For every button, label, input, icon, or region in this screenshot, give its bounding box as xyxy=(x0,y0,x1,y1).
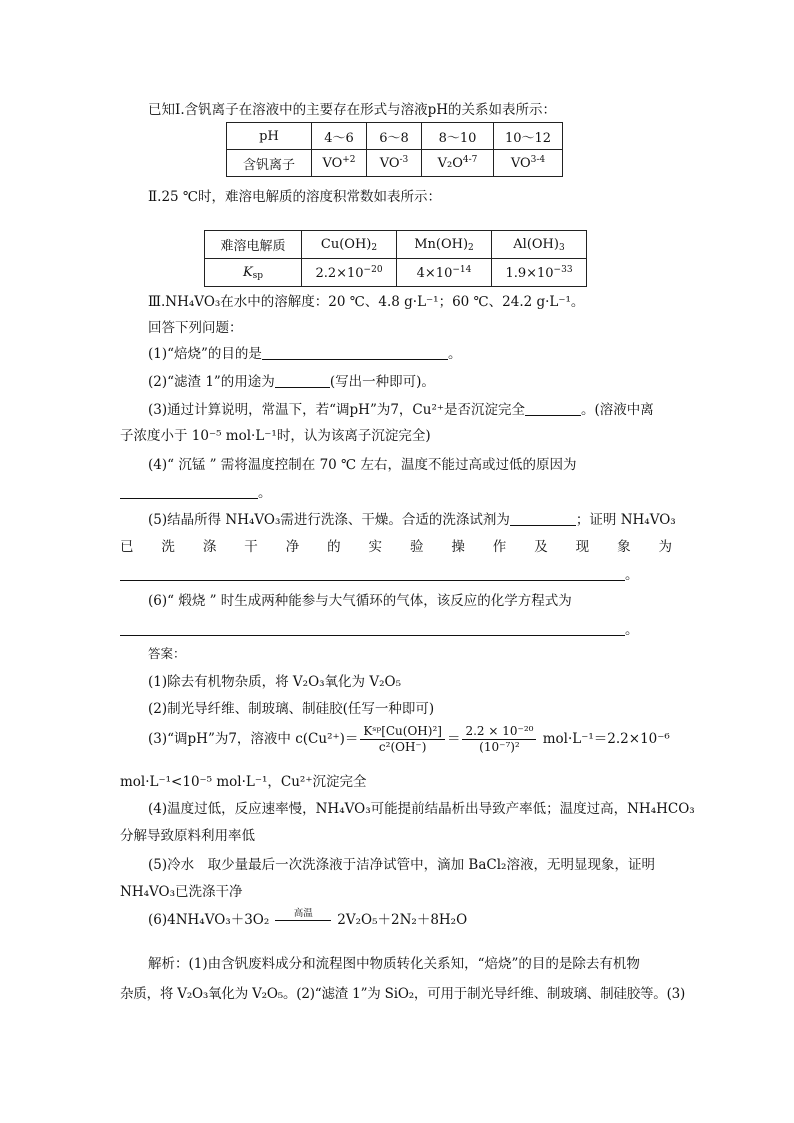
known-i-text: 已知Ⅰ.含钒离子在溶液中的主要存在形式与溶液pH的关系如表所示： xyxy=(148,102,557,118)
answer-3-line-2: mol·L⁻¹<10⁻⁵ mol·L⁻¹，Cu²⁺沉淀完全 xyxy=(120,774,367,790)
table-cell xyxy=(205,259,302,287)
ion-formula: VO xyxy=(379,156,400,171)
spread-char: 已 xyxy=(120,539,134,555)
value-fraction xyxy=(462,724,536,755)
table-cell xyxy=(397,259,492,287)
table-cell xyxy=(422,150,494,177)
ion-charge: 3-4 xyxy=(530,155,546,165)
question-3-line-1 xyxy=(148,398,654,418)
spread-char: 象 xyxy=(617,539,631,555)
ksp-value: 2.2×10 xyxy=(315,265,364,281)
answer-blank xyxy=(525,402,581,416)
ksp-value: 4×10 xyxy=(416,265,453,281)
equation-reactants: (6)4NH₄VO₃＋3O₂ xyxy=(148,912,270,928)
question-5-text: (5)结晶所得 NH₄VO₃需进行洗涤、干燥。合适的洗涤试剂为 xyxy=(148,512,510,528)
fraction-numerator: Kˢᵖ[Cu(OH)²] xyxy=(360,724,445,740)
table-cell: 难溶电解质 xyxy=(205,231,302,259)
answer-blank xyxy=(120,622,625,636)
answer-2: (2)制光导纤维、制玻璃、制硅胶(任写一种即可) xyxy=(148,701,435,717)
question-5-note: ；证明 NH₄VO₃ xyxy=(575,512,676,528)
table-cell xyxy=(367,150,422,177)
table-row xyxy=(205,231,587,259)
ion-formula: V₂O xyxy=(437,156,463,171)
compound-formula: Mn(OH) xyxy=(414,236,469,252)
answer-blank xyxy=(510,512,576,526)
table-cell xyxy=(492,259,587,287)
formula-subscript: 2 xyxy=(371,242,378,253)
period: 。 xyxy=(258,485,272,501)
table-cell xyxy=(302,231,397,259)
ksp-exponent: −20 xyxy=(363,264,383,275)
fraction-denominator: c²(OH⁻) xyxy=(378,740,427,754)
known-iii-text: Ⅲ.NH₄VO₃在水中的溶解度：20 ℃、4.8 g·L⁻¹；60 ℃、24.2 g·L⁻¹。 xyxy=(148,294,585,310)
arrow-line xyxy=(275,920,331,921)
spread-char: 操 xyxy=(451,539,465,555)
period: 。 xyxy=(447,346,462,362)
reaction-condition: 高温 xyxy=(293,907,313,919)
answer-blank xyxy=(262,346,448,360)
table-row xyxy=(227,150,563,177)
ion-formula: VO xyxy=(322,156,343,171)
spread-char: 及 xyxy=(534,539,548,555)
question-4: (4)“ 沉锰 ” 需将温度控制在 70 ℃ 左右，温度不能过高或过低的原因为 xyxy=(148,457,577,473)
ksp-exponent: −14 xyxy=(452,264,472,275)
answer-5-line-1: (5)冷水 取少量最后一次洗涤液于洁净试管中，滴加 BaCl₂溶液，无明显现象，证明 xyxy=(148,857,655,873)
ion-charge: -3 xyxy=(399,155,409,165)
ion-formula: VO xyxy=(510,156,531,171)
ksp-symbol: K xyxy=(242,264,253,280)
ksp-value: 1.9×10 xyxy=(505,265,554,281)
question-4-answer-line xyxy=(120,481,272,501)
analysis-line-2: 杂质，将 V₂O₃氧化为 V₂O₅。(2)“滤渣 1”为 SiO₂，可用于制光导纤维、制玻璃、制硅胶等。(3) xyxy=(120,986,686,1002)
answer-5-line-2: NH₄VO₃已洗涤干净 xyxy=(120,884,243,900)
questions-prompt: 回答下列问题： xyxy=(148,320,243,336)
known-ii-text: Ⅱ.25 ℃时，难溶电解质的溶度积常数如表所示： xyxy=(148,189,442,205)
ion-charge: +2 xyxy=(342,155,356,165)
spread-char: 的 xyxy=(327,539,341,555)
answer-6-equation xyxy=(148,908,467,928)
table-cell xyxy=(397,231,492,259)
table-cell xyxy=(302,259,397,287)
question-2-text: (2)“滤渣 1”的用途为 xyxy=(148,374,275,390)
table-cell: 4～6 xyxy=(312,123,367,150)
table-cell xyxy=(312,150,367,177)
question-1 xyxy=(148,342,461,362)
formula-subscript: 2 xyxy=(468,242,474,253)
table-cell: 含钒离子 xyxy=(227,150,312,177)
table-cell xyxy=(494,150,563,177)
fraction-numerator: 2.2 × 10⁻²⁰ xyxy=(462,724,536,740)
table-row xyxy=(205,259,587,287)
answer-blank xyxy=(275,374,330,388)
equals-sign: ＝ xyxy=(446,731,461,747)
table-cell: 10～12 xyxy=(494,123,563,150)
compound-formula: Cu(OH) xyxy=(320,236,372,252)
spread-char: 涤 xyxy=(202,539,217,555)
reaction-arrow xyxy=(275,907,331,928)
analysis-line-1: 解析：(1)由含钒废料成分和流程图中物质转化关系知，“焙烧”的目的是除去有机物 xyxy=(148,956,640,972)
question-2-note: (写出一种即可)。 xyxy=(329,374,435,390)
spread-char: 洗 xyxy=(161,539,175,555)
question-3-text: (3)通过计算说明，常温下，若“调pH”为7，Cu²⁺是否沉淀完全 xyxy=(148,402,525,418)
table-row xyxy=(227,123,563,150)
question-6-answer-line xyxy=(120,618,639,638)
ion-charge: 4-7 xyxy=(462,155,478,165)
question-3-note: 。(溶液中离 xyxy=(581,402,654,418)
formula-subscript: 3 xyxy=(558,242,565,253)
answer-1: (1)除去有机物杂质，将 V₂O₃氧化为 V₂O₅ xyxy=(148,674,401,690)
answer-4-line-2: 分解导致原料利用率低 xyxy=(120,828,255,844)
vanadium-ion-table xyxy=(226,122,563,177)
period: 。 xyxy=(625,622,639,638)
ksp-exponent: −33 xyxy=(553,264,573,275)
spread-char: 实 xyxy=(368,539,383,555)
table-cell: 6～8 xyxy=(367,123,422,150)
ksp-fraction xyxy=(360,724,445,755)
answer-blank xyxy=(120,485,258,499)
question-3-line-2: 子浓度小于 10⁻⁵ mol·L⁻¹时，认为该离子沉淀完全) xyxy=(120,428,431,444)
answer-3-tail: mol·L⁻¹＝2.2×10⁻⁶ xyxy=(542,731,670,747)
table-cell: pH xyxy=(227,123,312,150)
question-2 xyxy=(148,370,435,390)
spread-char: 净 xyxy=(285,539,300,555)
spread-char: 作 xyxy=(492,539,507,555)
table-cell: 8～10 xyxy=(422,123,494,150)
answer-title: 答案： xyxy=(148,646,186,661)
answer-4-line-1: (4)温度过低，反应速率慢，NH₄VO₃可能提前结晶析出导致产率低；温度过高，NH₄HCO₃ xyxy=(148,801,695,817)
spread-char: 现 xyxy=(575,539,590,555)
spread-char: 干 xyxy=(244,539,258,555)
spread-char: 为 xyxy=(658,539,672,555)
fraction-denominator: (10⁻⁷)² xyxy=(479,740,520,754)
answer-3-lead: (3)“调pH”为7，溶液中 c(Cu²⁺)＝ xyxy=(148,731,359,747)
question-5-line-2 xyxy=(120,535,672,555)
answer-3-line-1 xyxy=(148,724,670,755)
question-5-answer-line xyxy=(120,563,639,583)
answer-blank xyxy=(120,567,625,581)
ksp-table xyxy=(204,230,587,287)
spread-char: 验 xyxy=(409,539,424,555)
ksp-subscript: sp xyxy=(252,270,264,281)
question-1-text: (1)“焙烧”的目的是 xyxy=(148,346,262,362)
period: 。 xyxy=(625,567,639,583)
equation-products: 2V₂O₅＋2N₂＋8H₂O xyxy=(337,912,468,928)
question-5-line-1 xyxy=(148,508,676,528)
compound-formula: Al(OH) xyxy=(513,236,559,252)
table-cell xyxy=(492,231,587,259)
question-6: (6)“ 煅烧 ” 时生成两种能参与大气循环的气体，该反应的化学方程式为 xyxy=(148,593,572,609)
